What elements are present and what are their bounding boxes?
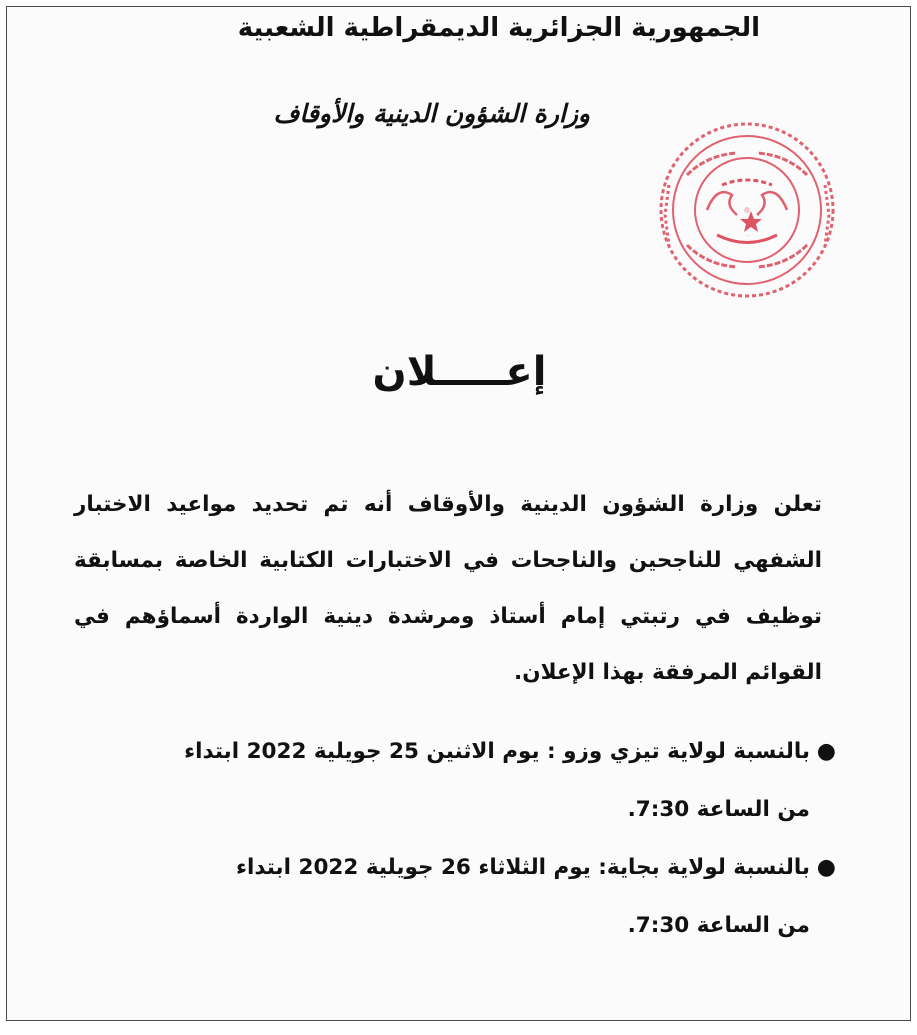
official-seal-icon <box>647 115 847 305</box>
republic-header: الجمهورية الجزائرية الديمقراطية الشعبية <box>237 13 760 43</box>
schedule-item-tizi-ouzou <box>70 723 836 839</box>
schedule-item-bejaia <box>70 839 836 955</box>
announcement-page <box>6 6 911 1021</box>
announcement-body: تعلن وزارة الشؤون الدينية والأوقاف أنه تم تحديد مواعيد الاختبار الشفهي للناجحين والناجحات في الاختبارات الكتابية الخاصة بمسابقة توظيف في رتبتي إمام أستاذ ومرشدة دينية الواردة أسماؤهم في القوائم المرفقة بهذا الإعلان. <box>74 492 822 685</box>
schedule-item-line2: من الساعة 7:30. <box>627 913 810 938</box>
bullet-icon: ● <box>816 739 836 764</box>
schedule-item-line1: بالنسبة لولاية تيزي وزو : يوم الاثنين 25 جويلية 2022 ابتداء <box>184 739 810 764</box>
ministry-header: وزارة الشؤون الدينية والأوقاف <box>273 99 590 128</box>
schedule-item-line1: بالنسبة لولاية بجاية: يوم الثلاثاء 26 جويلية 2022 ابتداء <box>236 855 810 880</box>
announcement-title: إعـــــلان <box>372 349 547 395</box>
schedule-list <box>70 723 836 955</box>
bullet-icon: ● <box>816 855 836 880</box>
schedule-item-line2: من الساعة 7:30. <box>627 797 810 822</box>
